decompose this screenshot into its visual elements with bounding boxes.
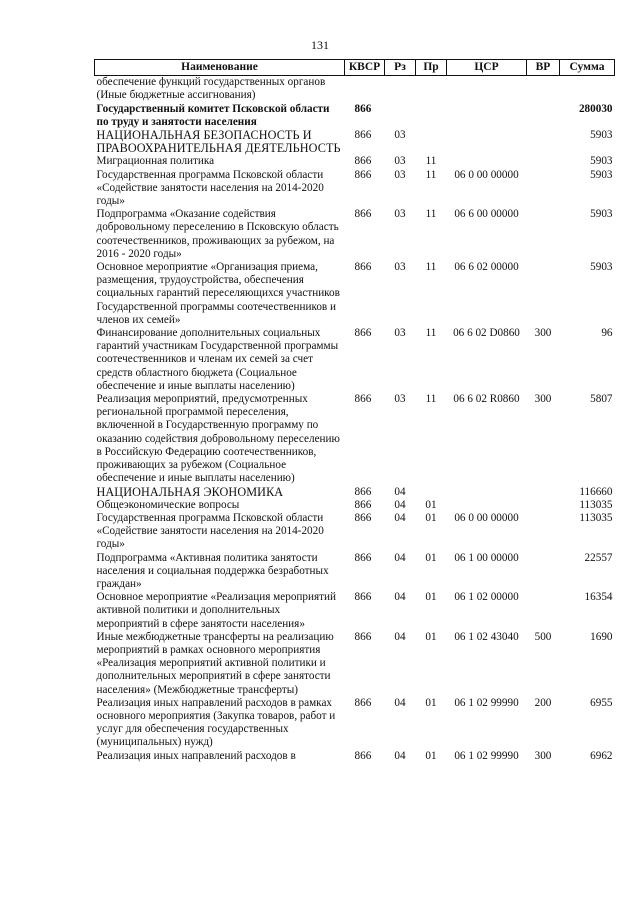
row-vr	[527, 208, 560, 261]
row-rz: 03	[394, 208, 406, 221]
row-sum: 16354	[584, 591, 613, 604]
row-vr	[527, 261, 560, 327]
row-rz: 04	[394, 591, 406, 604]
row-vr: 200	[534, 696, 552, 709]
row-name: Государственная программа Псковской области «Содействие занятости населения на 2014-2020 годы»	[96, 168, 324, 208]
row-sum: 116660	[579, 485, 613, 498]
row-csr	[447, 76, 527, 103]
row-csr	[447, 499, 527, 512]
row-name: Финансирование дополнительных социальных гарантий участникам Государственной программы соотечественников и членам их семей за счет средств областного бюджета (Социальное обеспечение и иные выплаты населению)	[96, 327, 339, 392]
row-name: Подпрограмма «Оказание содействия добровольному переселению в Псковскую область соотечественников, проживающих за рубежом, на 2016 - 2020 годы»	[96, 208, 339, 260]
row-pr: 01	[425, 591, 437, 604]
row-sum: 5903	[590, 155, 613, 168]
table-row	[95, 486, 615, 499]
row-vr: 500	[534, 630, 552, 643]
row-csr	[447, 155, 527, 168]
row-csr: 06 1 00 00000	[454, 551, 519, 564]
row-kvsr: 866	[354, 485, 372, 498]
row-csr: 06 6 02 D0860	[453, 327, 520, 340]
row-name: Реализация мероприятий, предусмотренных региональной программой переселения, включенной в Государственную программу по оказанию содействия добровольному переселению в Российскую Федерацию соотечественников, проживающих за рубежом (Социальное обеспечение и иные выплаты населению)	[96, 393, 340, 485]
row-name: Государственный комитет Псковской области по труду и занятости населения	[96, 102, 330, 128]
row-name: Общеэкономические вопросы	[96, 498, 240, 511]
row-kvsr: 866	[354, 129, 372, 142]
header-rz: Рз	[385, 60, 416, 76]
row-vr	[527, 103, 560, 129]
row-rz: 04	[394, 696, 406, 709]
table-row	[95, 697, 615, 750]
row-vr	[527, 552, 560, 592]
row-name: НАЦИОНАЛЬНАЯ ЭКОНОМИКА	[96, 484, 284, 499]
row-kvsr: 866	[354, 393, 372, 406]
row-pr: 01	[425, 749, 437, 762]
row-pr	[416, 103, 447, 129]
row-sum: 1690	[590, 630, 613, 643]
row-kvsr: 866	[354, 155, 372, 168]
row-sum: 113035	[579, 511, 613, 524]
row-csr: 06 6 02 00000	[454, 261, 519, 274]
table-row	[95, 393, 615, 485]
table-row	[95, 103, 615, 129]
header-sum: Сумма	[560, 60, 615, 76]
row-kvsr: 866	[354, 591, 372, 604]
row-vr	[527, 129, 560, 155]
row-vr	[527, 155, 560, 168]
table-header	[95, 60, 615, 76]
row-name: Основное мероприятие «Организация приема, размещения, трудоустройства, обеспечения социальных гарантий переселяющихся участников Государственной программы соотечественников и членов их семей»	[96, 261, 340, 326]
row-kvsr: 866	[354, 511, 372, 524]
row-name: Подпрограмма «Активная политика занятости населения и социальная поддержка безработных граждан»	[96, 551, 329, 590]
row-sum	[560, 76, 615, 103]
row-vr	[527, 76, 560, 103]
header-vr: ВР	[527, 60, 560, 76]
row-pr: 01	[425, 696, 437, 709]
row-csr	[447, 486, 527, 499]
row-name: Иные межбюджетные трансферты на реализацию мероприятий в рамках основного мероприятия «Реализация мероприятий активной политики и дополнительных мероприятий в сфере занятости населения» (Межбюджетные трансферты)	[96, 630, 334, 696]
row-rz	[385, 103, 416, 129]
row-vr	[527, 591, 560, 631]
row-rz	[385, 76, 416, 103]
row-kvsr: 866	[354, 749, 372, 762]
table-row	[95, 155, 615, 168]
table-row	[95, 591, 615, 631]
row-pr	[416, 129, 447, 155]
table-row	[95, 261, 615, 327]
row-rz: 03	[394, 327, 406, 340]
row-rz: 04	[394, 630, 406, 643]
row-name: Миграционная политика	[96, 155, 215, 168]
row-pr: 11	[425, 168, 437, 181]
row-kvsr: 866	[354, 551, 372, 564]
header-csr: ЦСР	[447, 60, 527, 76]
row-csr	[447, 129, 527, 155]
row-vr: 300	[534, 749, 552, 762]
row-kvsr: 866	[354, 208, 372, 221]
row-vr	[527, 499, 560, 512]
row-pr: 01	[425, 511, 437, 524]
row-rz: 04	[394, 485, 406, 498]
table-row	[95, 129, 615, 155]
row-kvsr: 866	[354, 498, 372, 511]
row-csr	[447, 103, 527, 129]
row-rz: 04	[394, 498, 406, 511]
row-name: НАЦИОНАЛЬНАЯ БЕЗОПАСНОСТЬ И ПРАВООХРАНИТЕЛЬНАЯ ДЕЯТЕЛЬНОСТЬ	[96, 128, 341, 156]
table-row	[95, 552, 615, 592]
table-body	[95, 76, 615, 763]
row-kvsr: 866	[354, 327, 372, 340]
row-kvsr: 866	[354, 102, 372, 115]
row-pr: 01	[425, 498, 437, 511]
row-vr	[527, 512, 560, 552]
row-sum: 280030	[578, 102, 613, 115]
row-name: Основное мероприятие «Реализация мероприятий активной политики и дополнительных мероприятий в сфере занятости населения»	[96, 591, 336, 630]
row-kvsr	[345, 76, 385, 103]
table-row	[95, 750, 615, 763]
table-row	[95, 631, 615, 697]
row-name: Государственная программа Псковской области «Содействие занятости населения на 2014-2020 годы»	[96, 511, 324, 551]
row-kvsr: 866	[354, 168, 372, 181]
row-sum: 5903	[590, 261, 613, 274]
header-pr: Пр	[416, 60, 447, 76]
row-sum: 6955	[590, 696, 613, 709]
header-name: Наименование	[95, 60, 345, 76]
table-row	[95, 499, 615, 512]
header-kvsr: КВСР	[345, 60, 385, 76]
row-name: Реализация иных направлений расходов в	[96, 749, 296, 762]
row-sum: 6962	[590, 749, 613, 762]
row-csr: 06 1 02 43040	[454, 630, 519, 643]
table-row	[95, 169, 615, 209]
row-sum: 5903	[590, 208, 613, 221]
row-csr: 06 0 00 00000	[454, 168, 519, 181]
row-csr: 06 1 02 00000	[454, 591, 519, 604]
row-pr: 01	[425, 630, 437, 643]
row-rz: 03	[394, 261, 406, 274]
row-kvsr: 866	[354, 261, 372, 274]
row-pr: 11	[425, 155, 437, 168]
row-vr: 300	[534, 327, 552, 340]
row-pr: 11	[425, 261, 437, 274]
row-vr	[527, 486, 560, 499]
page-number: 131	[311, 38, 329, 52]
row-kvsr: 866	[354, 630, 372, 643]
row-name: Реализация иных направлений расходов в рамках основного мероприятия (Закупка товаров, работ и услуг для обеспечения государственных (муниципальных) нужд)	[96, 696, 336, 749]
budget-table	[94, 59, 615, 763]
row-pr: 01	[425, 551, 437, 564]
table-row	[95, 208, 615, 261]
row-rz: 03	[394, 155, 406, 168]
table-row	[95, 327, 615, 393]
row-rz: 03	[394, 129, 406, 142]
row-pr	[416, 486, 447, 499]
row-vr: 300	[534, 393, 552, 406]
row-csr: 06 1 02 99990	[454, 749, 519, 762]
row-pr: 11	[425, 327, 437, 340]
row-csr: 06 0 00 00000	[454, 511, 519, 524]
row-csr: 06 6 00 00000	[454, 208, 519, 221]
row-rz: 03	[394, 393, 406, 406]
row-rz: 03	[394, 168, 406, 181]
row-sum: 113035	[579, 498, 613, 511]
row-pr: 11	[425, 393, 437, 406]
row-sum: 5807	[590, 393, 613, 406]
row-pr	[416, 76, 447, 103]
row-kvsr: 866	[354, 696, 372, 709]
row-rz: 04	[394, 551, 406, 564]
row-csr: 06 1 02 99990	[454, 696, 519, 709]
table-row	[95, 76, 615, 103]
row-rz: 04	[394, 511, 406, 524]
row-pr: 11	[425, 208, 437, 221]
table-row	[95, 512, 615, 552]
row-vr	[527, 169, 560, 209]
row-rz: 04	[394, 749, 406, 762]
row-sum: 22557	[584, 551, 613, 564]
row-csr: 06 6 02 R0860	[453, 393, 520, 406]
row-name: обеспечение функций государственных органов (Иные бюджетные ассигнования)	[96, 76, 326, 102]
row-sum: 5903	[590, 168, 613, 181]
row-sum: 5903	[590, 129, 613, 142]
row-sum: 96	[601, 327, 613, 340]
